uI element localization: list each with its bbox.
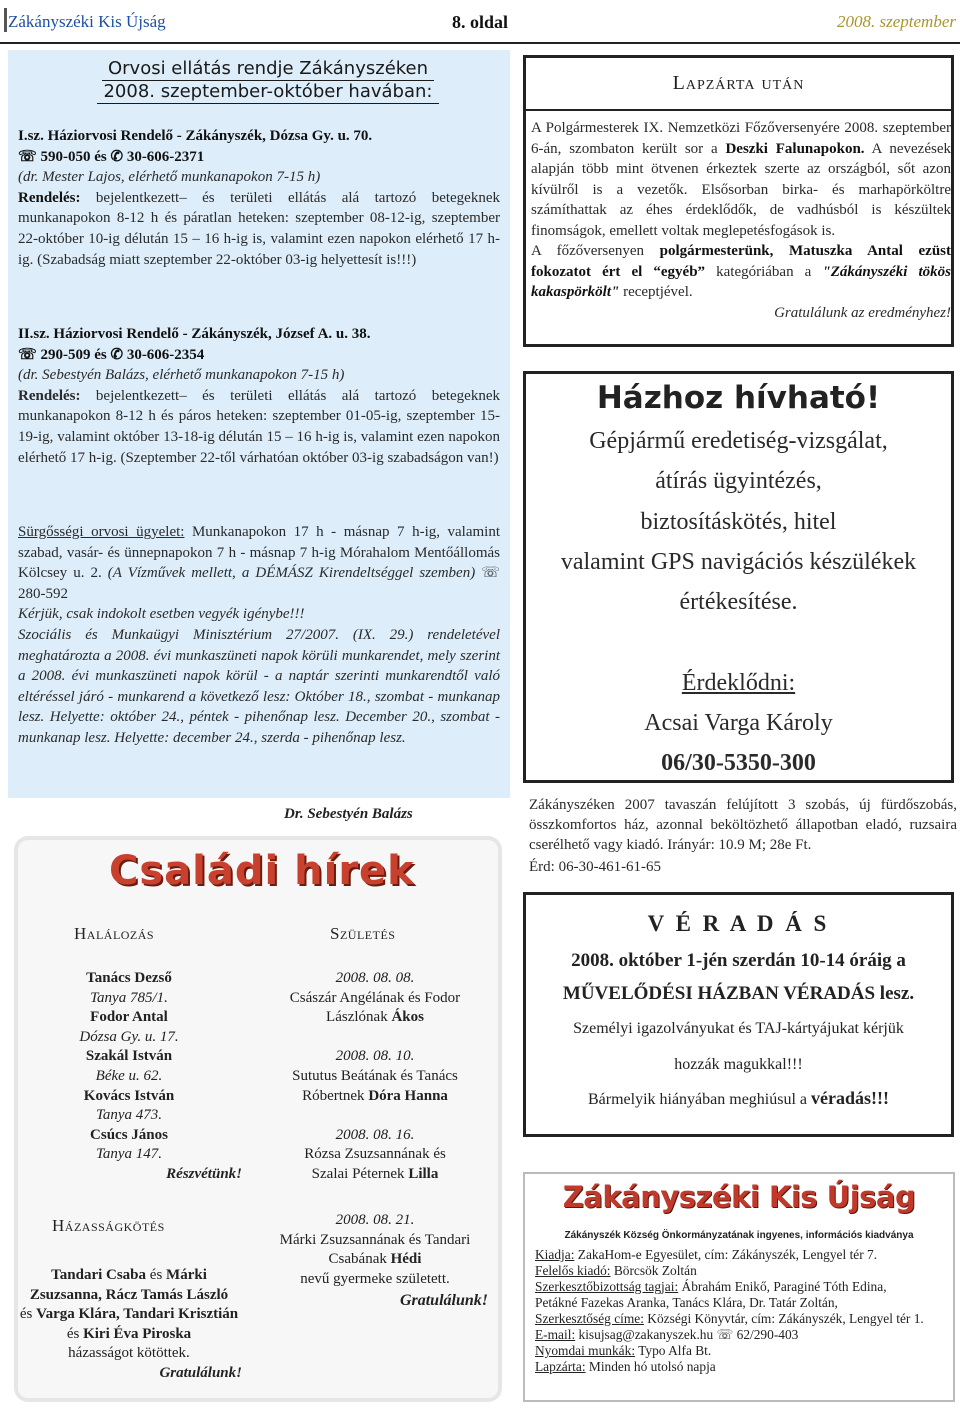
marriage-name: Márki Zsuzsanna, Rácz Tamás László bbox=[29, 1267, 229, 1303]
births-heading-text: Születés bbox=[330, 924, 396, 943]
masthead-value: Börcsök Zoltán bbox=[610, 1263, 697, 1278]
family-news-title: Családi hírek bbox=[109, 848, 415, 894]
masthead-subtitle: Zákányszék Község Önkormányzatának ingyenes, információs kiadványa bbox=[564, 1230, 914, 1241]
marriage-name: Varga Klára, Tandari Krisztián bbox=[36, 1306, 239, 1323]
blood-donation-bring: hozzák magukkal!!! bbox=[674, 1056, 803, 1073]
practice-2-heading: II.sz. Háziorvosi Rendelő - Zákányszék, József A. u. 38. bbox=[18, 326, 371, 342]
death-address: Tanya 473. bbox=[95, 1107, 163, 1124]
lapzarta-congrats: Gratulálunk az eredményhez! bbox=[774, 304, 951, 321]
birth-child: Dóra Hanna bbox=[368, 1087, 448, 1104]
marriage-connector: és bbox=[19, 1306, 37, 1323]
lapzarta-award: polgármesterünk, Matuszka Antal ezüst fokozatot ért el “egyéb” bbox=[531, 243, 952, 280]
death-name: Kovács István bbox=[83, 1087, 175, 1104]
practice-1-doctor: (dr. Mester Lajos, elérhető munkanapokon 7-15 h) bbox=[18, 169, 321, 186]
blood-donation-note-a: Bármelyik hiányában meghiúsul a bbox=[587, 1091, 812, 1108]
masthead-row bbox=[535, 1359, 716, 1374]
birth-parents: Sututus Beátának és Tanács bbox=[292, 1067, 458, 1084]
death-address: Dózsa Gy. u. 17. bbox=[79, 1028, 179, 1045]
masthead-row bbox=[535, 1247, 877, 1262]
birth-parents: Császár Angélának és Fodor bbox=[289, 989, 461, 1006]
house-for-sale bbox=[529, 795, 957, 877]
marriage-text: házasságot kötöttek. bbox=[68, 1345, 190, 1362]
lapzarta-event: Deszki Falunapokon. bbox=[725, 140, 865, 157]
birth-date: 2008. 08. 16. bbox=[335, 1126, 415, 1143]
masthead-row bbox=[535, 1295, 838, 1310]
birth-date: 2008. 08. 08. bbox=[335, 970, 415, 986]
lapzarta-text-d: A főzőversenyen bbox=[531, 243, 660, 259]
marriage-name: Tandari Csaba bbox=[51, 1267, 147, 1283]
birth-child: Hédi bbox=[390, 1251, 422, 1268]
medical-title-line2: 2008. szeptember-október havában: bbox=[97, 81, 438, 104]
emergency-hours: Munkanapokon 17 h - másnap 7 h-ig, valamint szabad, vasár- és ünnepnapokon 7 h - másnap 7 h-ig Mórahalom Mentőállomás Kölcsey u. 2. bbox=[18, 524, 500, 582]
lapzarta-text-f: receptjével. bbox=[619, 284, 693, 300]
birth-parents: Márki Zsuzsannának és Tandari bbox=[279, 1231, 471, 1248]
blood-donation-note bbox=[526, 1088, 951, 1109]
lapzarta-text-c: A nevezések alapján több mint ötvenen érkeztek szerte az országból, sőt azon kívülről is a vezetők. Elsősorban birka- és marhapörköltre számíthattak az éhes érdeklődők, de vadhúsból is készültek finomságok, emellett voltak meglepetésfogások is. bbox=[531, 140, 951, 239]
masthead-row bbox=[535, 1327, 798, 1342]
masthead-row bbox=[535, 1279, 887, 1294]
blood-donation-title: V É R A D Á S bbox=[647, 911, 830, 936]
service-line-1: Gépjármű eredetiség-vizsgálat, bbox=[589, 428, 888, 454]
emergency-label: Sürgősségi orvosi ügyelet: bbox=[18, 524, 185, 540]
practice-2 bbox=[18, 324, 500, 468]
masthead-value: Petákné Fazekas Aranka, Tanács Klára, Dr. Tatár Zoltán, bbox=[535, 1295, 838, 1310]
masthead-label: Szerkesztőbizottság tagjai: bbox=[535, 1279, 679, 1294]
birth-parents: Szalai Péternek bbox=[311, 1165, 409, 1182]
death-address: Tanya 785/1. bbox=[90, 989, 168, 1006]
birth-date: 2008. 08. 21. bbox=[335, 1212, 415, 1228]
death-address: Tanya 147. bbox=[95, 1146, 163, 1163]
blood-donation-note-b: véradás!!! bbox=[811, 1088, 890, 1108]
blood-donation-box bbox=[523, 892, 954, 1137]
service-line-4: valamint GPS navigációs készülékek bbox=[560, 549, 917, 575]
practice-1-label: Rendelés: bbox=[18, 189, 81, 206]
service-contact-label: Érdeklődni: bbox=[681, 670, 796, 696]
blood-donation-docs: Személyi igazolványukat és TAJ-kártyájukat kérjük bbox=[573, 1020, 904, 1037]
marriage-name: Kiri Éva Piroska bbox=[83, 1325, 192, 1342]
birth-parents: Róbertnek bbox=[302, 1087, 369, 1104]
lapzarta-title-text: Lapzárta után bbox=[672, 72, 805, 94]
death-name: Csúcs János bbox=[90, 1126, 168, 1143]
holiday-schedule: Szociális és Munkaügyi Minisztérium 27/2007. (IX. 29.) rendeletével meghatározta a 2008. évi munkaszüneti napok körüli munkarendet, mely szerint a 2008. évi munkaszüneti napok körül - a naptár szerinti munkarendtől való eltéréssel járó - munkarend a következő lesz: Október 18., szombat - munkanap lesz. Helyette: október 24., péntek - pihenőnap lesz. December 20., szombat - munkanap lesz. Helyette: december 24., szerda - pihenőnap lesz. bbox=[18, 626, 500, 746]
medical-schedule-box bbox=[8, 50, 510, 798]
emergency-request: Kérjük, csak indokolt esetben vegyék igénybe!!! bbox=[18, 606, 305, 623]
medical-title-line1: Orvosi ellátás rendje Zákányszéken bbox=[102, 58, 434, 81]
birth-parents: Rózsa Zsuzsannának és bbox=[304, 1146, 446, 1163]
lapzarta-title bbox=[526, 72, 951, 95]
masthead-label: Szerkesztőség címe: bbox=[535, 1311, 644, 1326]
practice-1-phone: ☏ 590-050 és ✆ 30-606-2371 bbox=[18, 148, 205, 165]
lapzarta-text-e: kategóriában a bbox=[705, 263, 823, 280]
practice-1-heading: I.sz. Háziorvosi Rendelő - Zákányszék, Dózsa Gy. u. 70. bbox=[18, 128, 373, 144]
death-name: Fodor Antal bbox=[90, 1009, 168, 1026]
marriages-heading bbox=[52, 1216, 165, 1236]
emergency-section bbox=[18, 522, 500, 749]
service-contact-name: Acsai Varga Károly bbox=[644, 710, 833, 736]
service-contact-phone: 06/30-5350-300 bbox=[661, 750, 816, 776]
family-news-box bbox=[14, 836, 502, 1402]
marriages-heading-text: Házasságkötés bbox=[52, 1216, 165, 1235]
issue-date: 2008. szeptember bbox=[837, 12, 956, 31]
lapzarta-divider bbox=[526, 109, 951, 111]
doctor-signature: Dr. Sebestyén Balázs bbox=[284, 806, 413, 822]
emergency-location-note: (A Vízművek mellett, a DÉMÁSZ Kirendeltséggel szemben) bbox=[107, 565, 476, 582]
marriage-connector: és bbox=[66, 1325, 84, 1342]
lapzarta-text-a: A Polgármesterek IX. Nemzetközi Főzőversenyére 2008. szeptember 6-án, szombaton került sor a bbox=[531, 120, 951, 157]
births-list-last bbox=[260, 1211, 490, 1312]
house-for-sale-phone: Érd: 06-30-461-61-65 bbox=[529, 859, 662, 875]
masthead-value: kisujsag@zakanyszek.hu ☏ 62/290-403 bbox=[575, 1327, 799, 1342]
marriages-list bbox=[14, 1266, 244, 1384]
lapzarta-article bbox=[531, 118, 951, 323]
masthead-label: E-mail: bbox=[535, 1327, 576, 1342]
practice-1-hours: bejelentkezett– és területi ellátás alá tartozó betegeknek munkanapokon 8-12 h és páratlan heteken: szeptember 08-12-ig, szeptember 22-október 10-ig délután 15 – 16 h-ig is, valamint ezen napokon elérhető 17 h-ig. (Szabadság miatt szeptember 22-október 03-ig helyettesít is!!!) bbox=[18, 189, 500, 268]
births-heading bbox=[330, 924, 395, 944]
newspaper-logo: Zákányszéki Kis Újság bbox=[562, 1180, 916, 1214]
birth-congrats: Gratulálunk! bbox=[399, 1292, 488, 1310]
marriage-congrats: Gratulálunk! bbox=[159, 1364, 242, 1381]
death-name: Szakál István bbox=[85, 1048, 173, 1065]
masthead-label: Nyomdai munkák: bbox=[535, 1343, 636, 1358]
blood-donation-place: MŰVELŐDÉSI HÁZBAN VÉRADÁS lesz. bbox=[562, 983, 915, 1004]
practice-2-phone: ☏ 290-509 és ✆ 30-606-2354 bbox=[18, 346, 205, 363]
page-number: 8. oldal bbox=[452, 12, 509, 32]
death-address: Béke u. 62. bbox=[95, 1067, 163, 1084]
deaths-list bbox=[14, 969, 244, 1185]
service-line-5: értékesítése. bbox=[679, 589, 798, 615]
masthead-row bbox=[535, 1263, 697, 1278]
practice-2-doctor: (dr. Sebestyén Balázs, elérhető munkanapokon 7-15 h) bbox=[18, 367, 345, 384]
masthead-box bbox=[523, 1172, 955, 1402]
masthead-row bbox=[535, 1311, 924, 1326]
masthead-value: Typo Alfa Bt. bbox=[635, 1343, 712, 1358]
service-line-2: átírás ügyintézés, bbox=[655, 468, 822, 494]
practice-2-label: Rendelés: bbox=[18, 387, 81, 404]
birth-text: nevű gyermeke született. bbox=[300, 1270, 450, 1287]
lapzarta-recipe: "Zákányszéki tökös kakaspörkölt" bbox=[531, 263, 952, 300]
practice-1 bbox=[18, 126, 500, 270]
header-title: Zákányszéki Kis Újság bbox=[8, 12, 166, 31]
masthead-row bbox=[535, 1343, 711, 1358]
birth-parents: Lászlónak bbox=[326, 1009, 392, 1026]
masthead-value: Minden hó utolsó napja bbox=[585, 1359, 716, 1374]
service-line-3: biztosításkötés, hitel bbox=[640, 509, 837, 535]
service-ad-title: Házhoz hívható! bbox=[596, 380, 881, 416]
blood-donation-date: 2008. október 1-jén szerdán 10-14 óráig a bbox=[571, 950, 906, 971]
masthead-label: Felelős kiadó: bbox=[535, 1263, 611, 1278]
deaths-heading-text: Halálozás bbox=[74, 924, 155, 943]
birth-parents: Csabának bbox=[328, 1251, 391, 1268]
death-name: Tanács Dezső bbox=[86, 970, 172, 986]
header-bar bbox=[4, 8, 7, 32]
medical-title bbox=[78, 58, 458, 104]
emergency-phone: ☏ 280-592 bbox=[18, 565, 501, 602]
page-header bbox=[0, 0, 960, 44]
births-list bbox=[260, 969, 490, 1185]
birth-date: 2008. 08. 10. bbox=[335, 1048, 415, 1065]
house-for-sale-text: Zákányszéken 2007 tavaszán felújított 3 szobás, új fürdőszobás, összkomfortos ház, azonnal beköltözhető állapotban eladó, ruzsaira cserélhető vagy kiadó. Irányár: 10.9 M; 28e Ft. bbox=[529, 797, 957, 853]
masthead-value: Ábrahám Enikő, Paraginé Tóth Edina, bbox=[678, 1279, 887, 1294]
masthead-label: Lapzárta: bbox=[535, 1359, 586, 1374]
masthead-value: Községi Könyvtár, cím: Zákányszék, Lengyel tér 1. bbox=[643, 1311, 924, 1326]
lapzarta-box bbox=[523, 55, 954, 347]
practice-2-hours: bejelentkezett– és területi ellátás alá tartozó betegeknek munkanapokon 8-12 h és páros heteken: szeptember 01-05-ig, szeptember 15-19-ig, valamint október 13-18-ig délután 15 – 16 h-ig is, valamint ezen napokon elérhető 17 h-ig. (Szeptember 22-től várhatóan október 03-ig szabadságon van!) bbox=[18, 387, 500, 466]
birth-child: Ákos bbox=[391, 1009, 424, 1026]
marriage-connector: és bbox=[146, 1267, 167, 1283]
condolences: Részvétünk! bbox=[166, 1165, 242, 1182]
deaths-heading bbox=[74, 924, 154, 944]
masthead-label: Kiadja: bbox=[535, 1247, 575, 1262]
service-ad-box bbox=[523, 371, 954, 783]
masthead-value: ZakaHom-e Egyesület, cím: Zákányszék, Lengyel tér 7. bbox=[574, 1247, 878, 1262]
birth-child: Lilla bbox=[408, 1165, 439, 1182]
